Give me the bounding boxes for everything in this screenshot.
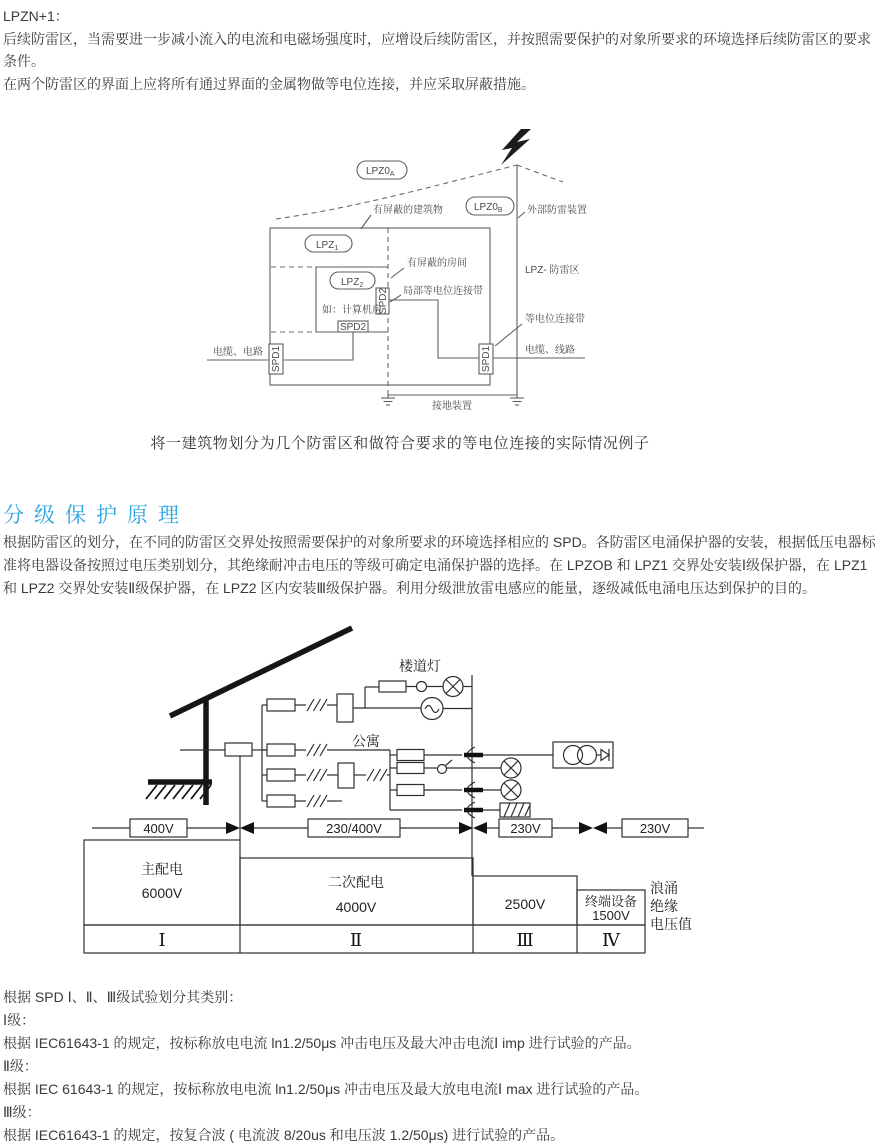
lamp-icon [501,758,521,778]
lpz0b-label: $LPZ0_B$ [474,202,503,214]
zone1-title: 主配电 [141,861,183,877]
v400-label: 400V [143,821,174,836]
cable-line-label: 电缆、线路 [525,345,575,356]
zone3-numeral: Ⅲ [516,930,534,950]
spd-line: 根据 IEC 61643-1 的规定，按标称放电电流 ln1.2/50μs 冲击电压及最大放电电流Ⅰ max 进行试验的产品。 [3,1081,649,1097]
bonding-bar-pointer [495,324,522,346]
example-room-label: 如：计算机房 [322,305,382,316]
circuit-row-c [262,763,390,788]
bonding-conductor-left [283,332,353,360]
lpz0-boundary-dashed-right [517,165,563,182]
para-line: 准将电器设备按照过电压类别划分，其绝缘耐冲击电压的等级可确定电涌保护器的选择。在 LPZOB 和 LPZ1 交界处安装Ⅰ级保护器，在 LPZ1 [3,557,868,573]
spd-line: 根据 IEC61643-1 的规定，按复合波 ( 电流波 8/20us 和电压波 1.2/50μs) 进行试验的产品。 [3,1127,565,1143]
zone2-numeral: Ⅱ [349,930,363,950]
spd1-right-label: SPD1 [481,345,492,373]
local-bonding-label: 局部等电位连接带 [403,286,483,297]
spd2-label: SPD2 [339,322,367,333]
figure1-caption: 将一建筑物划分为几个防雷区和做符合要求的等电位连接的实际情况例子 [150,435,650,452]
graded-protection-diagram [0,615,882,965]
arrow-left-icon [240,822,254,834]
shielded-building-label: 有屏蔽的建筑物 [373,205,443,216]
v230b-label: 230V [639,821,671,836]
right-note-line: 浪涌 [650,880,678,896]
intro-line: 条件。 [3,53,45,69]
bonding-bar-label: 等电位连接带 [525,314,585,325]
room-pointer [391,268,404,278]
zone3-voltage: 2500V [504,896,546,912]
main-fuse [225,743,252,756]
spd-line: 根据 IEC61643-1 的规定，按标称放电电流 ln1.2/50μs 冲击电压及最大冲击电流Ⅰ imp 进行试验的产品。 [3,1035,641,1051]
arrow-left-icon [593,822,607,834]
sine-device-icon [421,698,443,720]
intro-line: 在两个防雷区的界面上应将所有通过界面的金属物做等电位连接，并应采取屏蔽措施。 [3,75,535,92]
cable-circuit-label: 电缆、电路 [213,347,263,358]
lampholder-icon [417,682,427,692]
spd-classes-paragraph [3,986,648,1145]
para-line: 和 LPZ2 交界处安装Ⅱ级保护器，在 LPZ2 区内安装Ⅲ级保护器。利用分级泄放雷电感应的能量，逐级减低电涌电压达到保护的目的。 [3,580,817,596]
ground-icon [510,395,524,405]
spd-line: 根据 SPD Ⅰ、Ⅱ、Ⅲ级试验划分其类别： [3,989,243,1005]
zone4-title: 终端设备 [584,894,638,909]
arrow-right-icon [226,822,240,834]
lpz0a-label: $LPZ0_A$ [366,166,395,178]
ground-icon [381,395,395,405]
intro-paragraph [3,5,871,95]
voltage-row [92,819,704,837]
local-bonding-pointer [390,295,401,302]
zone1-voltage: 6000V [141,885,183,901]
para-line: 根据防雷区的划分，在不同的防雷区交界处按照需要保护的对象所要求的环境选择相应的 SPD。各防雷区电涌保护器的安装，根据低压电器标 [3,534,876,550]
circuit-row-a [262,677,472,723]
lamp-icon [443,677,463,697]
insulation-table [84,840,692,953]
switch-icon [438,760,453,774]
external-lps-label: 外部防雷装置 [527,205,587,216]
arrow-left-icon [473,822,487,834]
section-paragraph [3,531,876,600]
lightning-icon [501,129,531,165]
arrow-right-icon [579,822,593,834]
external-lps-pointer [518,212,525,218]
grounding-label: 接地装置 [432,401,472,412]
lpz-zone-label: LPZ- 防雷区 [525,265,580,276]
v230a-label: 230V [510,821,541,836]
bonding-conductor-right [389,300,479,358]
spd-line: Ⅲ级： [3,1104,41,1120]
transformer-icon [553,742,613,768]
corridor-lamp-label: 楼道灯 [399,658,441,674]
lpz1-label: $LPZ_1$ [316,240,339,252]
zone2-title: 二次配电 [328,874,384,890]
zone1-numeral: Ⅰ [158,930,166,950]
socket-icon [464,782,483,798]
zone4-numeral: Ⅳ [602,930,620,950]
spd-line: Ⅱ级： [3,1058,38,1074]
shielded-room-label: 有屏蔽的房间 [407,258,467,269]
zone2-voltage: 4000V [335,899,377,915]
heater-load-icon [500,803,530,817]
v230-400-label: 230/400V [326,821,382,836]
right-note-line: 电压值 [650,916,692,932]
arrow-right-icon [459,822,473,834]
stack-circuits [390,742,613,817]
spd1-left-label: SPD1 [271,345,282,373]
circuit-row-d [262,795,342,807]
lpz-zones-diagram [0,125,882,430]
socket-icon [464,747,483,763]
apartment-label: 公寓 [352,733,380,749]
intro-line: LPZN+1： [3,8,69,24]
lpz2-label: $LPZ_2$ [341,277,364,289]
socket-icon [464,802,483,818]
lamp-icon [501,780,521,800]
intro-line: 后续防雷区，当需要进一步减小流入的电流和电磁场强度时，应增设后续防雷区，并按照需要保护的对象所要求的环境选择后续防雷区的要求 [3,30,871,47]
ground-hatch [146,785,211,799]
right-note-line: 绝缘 [650,898,678,914]
zone4-voltage: 1500V [592,908,630,923]
spd2-vertical-label: SPD2 [378,287,389,315]
spd-line: Ⅰ级： [3,1012,36,1028]
building-pointer [361,215,371,229]
section-heading: 分级保护原理 [3,504,189,527]
